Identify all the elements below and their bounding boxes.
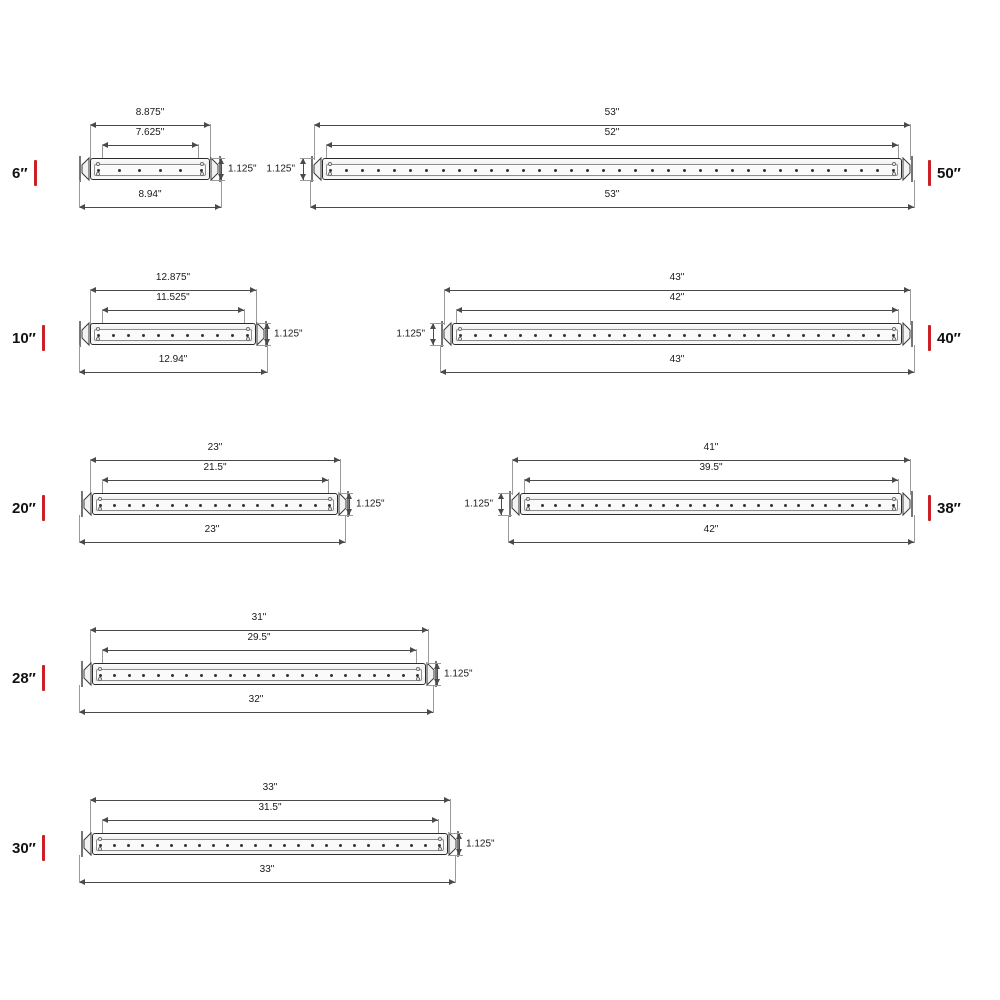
size-label-28in bbox=[12, 665, 45, 691]
accent-bar bbox=[928, 325, 931, 351]
dim-height-20in bbox=[348, 493, 385, 515]
dim-text: 53" bbox=[602, 107, 623, 118]
dim-height-40in bbox=[396, 323, 433, 345]
light-bar-38in bbox=[520, 493, 902, 515]
light-bar-30in bbox=[92, 833, 448, 855]
dim-bottom-20in bbox=[79, 524, 345, 547]
dim-text: 1.125" bbox=[228, 163, 257, 175]
led-row bbox=[97, 168, 203, 173]
dim-bottom-50in bbox=[310, 189, 914, 212]
product-drawing-20in bbox=[12, 442, 390, 555]
size-label-30in bbox=[12, 835, 45, 861]
dim-text: 53" bbox=[602, 189, 623, 200]
dim-top-inner-30in bbox=[102, 802, 438, 825]
mount-bracket-left bbox=[81, 830, 92, 858]
size-label-text: 6″ bbox=[12, 164, 28, 182]
dim-text: 31.5" bbox=[255, 802, 284, 813]
mount-bracket-right bbox=[902, 490, 913, 518]
dim-text: 42" bbox=[667, 292, 688, 303]
dim-text: 41" bbox=[701, 442, 722, 453]
accent-bar bbox=[42, 665, 45, 691]
dim-text: 23" bbox=[202, 524, 223, 535]
dim-text: 1.125" bbox=[464, 498, 493, 510]
dim-text: 43" bbox=[667, 272, 688, 283]
accent-bar bbox=[42, 325, 45, 351]
dim-text: 1.125" bbox=[274, 328, 303, 340]
dim-text: 21.5" bbox=[200, 462, 229, 473]
mount-bracket-left bbox=[509, 490, 520, 518]
dim-bottom-10in bbox=[79, 354, 267, 377]
light-bar-20in bbox=[92, 493, 338, 515]
size-label-text: 38″ bbox=[937, 499, 961, 517]
dim-top-inner-10in bbox=[102, 292, 244, 315]
dim-top-inner-20in bbox=[102, 462, 328, 485]
accent-bar bbox=[928, 495, 931, 521]
dim-top-inner-40in bbox=[456, 292, 898, 315]
dim-bottom-30in bbox=[79, 864, 455, 887]
mount-bracket-left bbox=[79, 155, 90, 183]
product-drawing-30in bbox=[12, 782, 495, 895]
product-drawing-10in bbox=[12, 272, 310, 385]
dim-text: 32" bbox=[246, 694, 267, 705]
dim-height-28in bbox=[436, 663, 473, 685]
dim-height-10in bbox=[266, 323, 303, 345]
dim-text: 1.125" bbox=[444, 668, 473, 680]
dim-text: 42" bbox=[701, 524, 722, 535]
size-label-text: 20″ bbox=[12, 499, 36, 517]
mount-bracket-right bbox=[902, 320, 913, 348]
dim-text: 1.125" bbox=[466, 838, 495, 850]
mount-bracket-left bbox=[81, 660, 92, 688]
dim-bottom-6in bbox=[79, 189, 221, 212]
size-label-6in bbox=[12, 160, 37, 186]
product-drawing-28in bbox=[12, 612, 473, 725]
led-row bbox=[99, 503, 331, 508]
led-row bbox=[99, 843, 441, 848]
dim-top-inner-6in bbox=[102, 127, 198, 150]
accent-bar bbox=[34, 160, 37, 186]
product-drawing-40in bbox=[396, 272, 961, 385]
accent-bar bbox=[42, 495, 45, 521]
product-drawing-50in bbox=[266, 107, 961, 220]
led-row bbox=[97, 333, 249, 338]
dim-text: 8.94" bbox=[135, 189, 164, 200]
dim-top-inner-38in bbox=[524, 462, 898, 485]
dim-text: 11.525" bbox=[153, 292, 192, 303]
dim-height-50in bbox=[266, 158, 303, 180]
size-label-text: 50″ bbox=[937, 164, 961, 182]
dim-text: 43" bbox=[667, 354, 688, 365]
size-label-text: 40″ bbox=[937, 329, 961, 347]
accent-bar bbox=[42, 835, 45, 861]
accent-bar bbox=[928, 160, 931, 186]
dim-text: 52" bbox=[602, 127, 623, 138]
mount-bracket-left bbox=[81, 490, 92, 518]
light-bar-28in bbox=[92, 663, 426, 685]
size-label-text: 10″ bbox=[12, 329, 36, 347]
light-bar-50in bbox=[322, 158, 902, 180]
led-row bbox=[99, 673, 419, 678]
dim-top-inner-28in bbox=[102, 632, 416, 655]
dim-top-inner-50in bbox=[326, 127, 898, 150]
size-label-20in bbox=[12, 495, 45, 521]
mount-bracket-left bbox=[311, 155, 322, 183]
dim-text: 12.94" bbox=[156, 354, 191, 365]
dim-text: 39.5" bbox=[696, 462, 725, 473]
dim-text: 8.875" bbox=[133, 107, 168, 118]
dim-bottom-28in bbox=[79, 694, 433, 717]
dim-bottom-40in bbox=[440, 354, 914, 377]
led-row bbox=[527, 503, 895, 508]
size-label-text: 28″ bbox=[12, 669, 36, 687]
dim-text: 23" bbox=[205, 442, 226, 453]
dim-text: 1.125" bbox=[356, 498, 385, 510]
size-label-text: 30″ bbox=[12, 839, 36, 857]
mount-bracket-left bbox=[441, 320, 452, 348]
dim-text: 29.5" bbox=[244, 632, 273, 643]
led-row bbox=[459, 333, 895, 338]
light-bar-6in bbox=[90, 158, 210, 180]
mount-bracket-left bbox=[79, 320, 90, 348]
mount-bracket-right bbox=[902, 155, 913, 183]
dim-height-38in bbox=[464, 493, 501, 515]
size-label-50in bbox=[928, 160, 961, 186]
dim-height-6in bbox=[220, 158, 257, 180]
led-row bbox=[329, 168, 895, 173]
light-bar-40in bbox=[452, 323, 902, 345]
light-bar-10in bbox=[90, 323, 256, 345]
product-drawing-38in bbox=[460, 442, 961, 555]
dim-text: 33" bbox=[257, 864, 278, 875]
dim-text: 1.125" bbox=[266, 163, 295, 175]
dim-text: 7.625" bbox=[133, 127, 168, 138]
dim-height-30in bbox=[458, 833, 495, 855]
size-label-10in bbox=[12, 325, 45, 351]
dim-bottom-38in bbox=[508, 524, 914, 547]
size-label-40in bbox=[928, 325, 961, 351]
dim-text: 33" bbox=[260, 782, 281, 793]
size-label-38in bbox=[928, 495, 961, 521]
dim-text: 1.125" bbox=[396, 328, 425, 340]
dim-text: 31" bbox=[249, 612, 270, 623]
dim-text: 12.875" bbox=[153, 272, 193, 283]
